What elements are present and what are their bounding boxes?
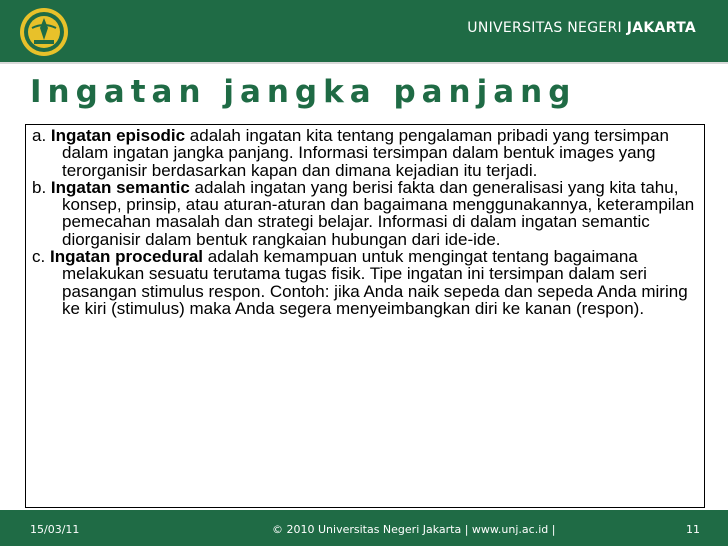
item-term: Ingatan episodic <box>50 126 186 145</box>
item-prefix: c. <box>32 247 46 267</box>
item-prefix: b. <box>32 177 47 197</box>
item-text: adalah kemampuan untuk mengingat tentang bagaimana melakukan sesuatu terutama tugas fisik. Tipe ingatan ini tersimpan dalam seri pasangan stimulus respon. Contoh: jika Anda naik sepeda dan sepeda Anda miring ke kiri (stimulus) maka Anda segera menyeimbangkan diri ke kanan (respon). <box>62 247 688 318</box>
item-episodic <box>32 127 698 179</box>
slide-footer <box>0 510 728 546</box>
page-number: 11 <box>686 523 700 536</box>
header-divider <box>0 62 728 64</box>
slide-header <box>0 0 728 62</box>
item-procedural <box>32 248 698 317</box>
university-emblem-icon <box>18 6 70 58</box>
item-prefix: a. <box>32 126 47 145</box>
item-text: adalah ingatan yang berisi fakta dan generalisasi yang kita tahu, konsep, prinsip, atau aturan-aturan dan bagaimana menggunakannya, keterampilan pemecahan masalah dan strategi belajar. Informasi di dalam ingatan semantic diorganisir dalam bentuk rangkaian hubungan dari ide-ide. <box>62 177 695 249</box>
content-box <box>25 124 705 508</box>
footer-date: 15/03/11 <box>30 523 80 536</box>
footer-copyright: © 2010 Universitas Negeri Jakarta | www.unj.ac.id | <box>272 523 556 536</box>
university-city: JAKARTA <box>626 20 696 36</box>
item-semantic <box>32 179 698 248</box>
item-term: Ingatan procedural <box>49 247 203 267</box>
university-name <box>467 20 696 36</box>
item-text: adalah ingatan kita tentang pengalaman pribadi yang tersimpan dalam ingatan jangka panjang. Informasi tersimpan dalam bentuk images yang terorganisir berdasarkan kapan dan dimana kejadian itu terjadi. <box>62 126 669 180</box>
item-term: Ingatan semantic <box>50 177 190 197</box>
university-prefix: UNIVERSITAS NEGERI <box>467 20 622 36</box>
slide-title: Ingatan jangka panjang <box>30 74 577 110</box>
